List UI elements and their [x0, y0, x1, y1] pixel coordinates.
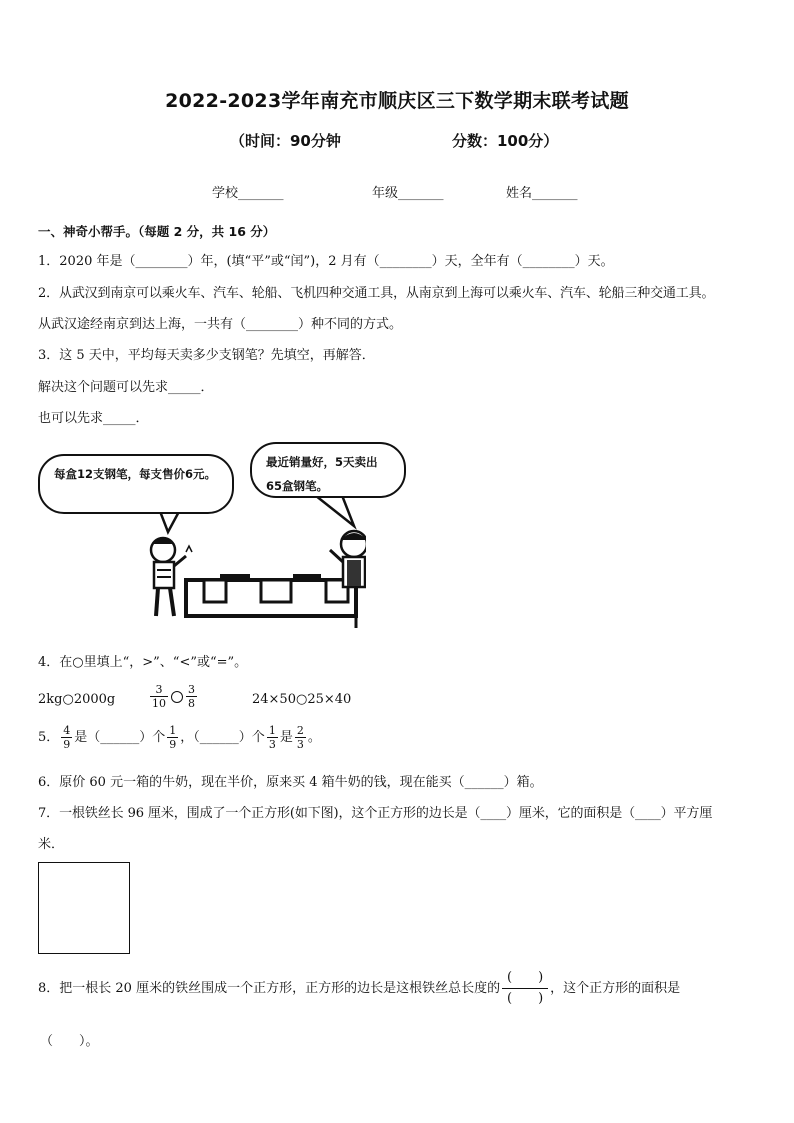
question-2-line-1: 2．从武汉到南京可以乘火车、汽车、轮船、飞机四种交通工具，从南京到上海可以乘火车、汽车、轮船三种交通工具。 — [38, 286, 715, 301]
q4-item-b — [148, 683, 199, 710]
question-5: 5． $\frac{4}{9}$ 是（______）个 $\frac{1}{9}$ ，（______）个 $\frac{1}{3}$ 是 $\frac{2}{3}$ 。 — [38, 724, 321, 751]
box-top — [293, 574, 321, 580]
question-3: 3．这 5 天中，平均每天卖多少支钢笔？先填空，再解答． — [38, 348, 375, 363]
question-2-line-2: 从武汉途经南京到达上海，一共有（________）种不同的方式。 — [38, 317, 403, 332]
question-7-line-2: 米． — [38, 837, 65, 852]
square-figure — [38, 862, 130, 954]
fraction: $\frac{2}{3}$ — [296, 724, 304, 751]
blank-fraction: $\frac{( )}{( )}$ — [502, 968, 548, 1009]
question-1: 1．2020 年是（________）年，(填“平”或“闰”)，2 月有（________）天，全年有（________）天。 — [38, 254, 614, 269]
box-gap — [261, 580, 291, 602]
q4-item-c: 24×50○25×40 — [252, 692, 352, 707]
compare-circle — [171, 691, 183, 703]
speech-bubble-right: 最近销量好，5天卖出65盒钢笔。 — [250, 442, 406, 498]
fraction: $\frac{1}{9}$ — [169, 724, 177, 751]
speech-bubble-left: 每盒12支钢笔，每支售价6元。 — [38, 454, 234, 514]
fraction: $\frac{3}{8}$ — [188, 683, 195, 710]
grade-field: 年级_______ — [372, 186, 444, 201]
box-top — [220, 574, 250, 580]
fraction: $\frac{3}{10}$ — [152, 683, 166, 710]
question-3-part-b: 也可以先求_____． — [38, 411, 149, 426]
question-7-line-1: 7．一根铁丝长 96 厘米，围成了一个正方形(如下图)，这个正方形的边长是（____）厘米，它的面积是（____）平方厘 — [38, 806, 713, 821]
page-title: 2022-2023学年南充市顺庆区三下数学期末联考试题 — [165, 90, 629, 112]
section-heading: 一、神奇小帮手。（每题 2 分，共 16 分） — [38, 224, 276, 239]
fraction: $\frac{4}{9}$ — [63, 724, 71, 751]
question-8: 8．把一根长 20 厘米的铁丝围成一个正方形，正方形的边长是这根铁丝总长度的 $\frac{( )}{( )}$ ，这个正方形的面积是 — [38, 968, 680, 1009]
question-6: 6．原价 60 元一箱的牛奶，现在半价，原来买 4 箱牛奶的钱，现在能买（______）箱。 — [38, 775, 543, 790]
question-4: 4．在○里填上“，>”、“<”或“=”。 — [38, 655, 248, 670]
box-gap — [204, 580, 226, 602]
exam-time: （时间：90分钟 — [230, 132, 341, 150]
fraction: $\frac{1}{3}$ — [268, 724, 276, 751]
q4-item-a: 2kg○2000g — [38, 692, 116, 707]
exam-score: 分数：100分） — [452, 132, 559, 150]
school-field: 学校_______ — [212, 186, 284, 201]
question-3-part-a: 解决这个问题可以先求_____． — [38, 380, 214, 395]
name-field: 姓名_______ — [506, 186, 578, 201]
question-8-line-2: （ ）。 — [40, 1034, 99, 1049]
illustration — [36, 440, 378, 630]
